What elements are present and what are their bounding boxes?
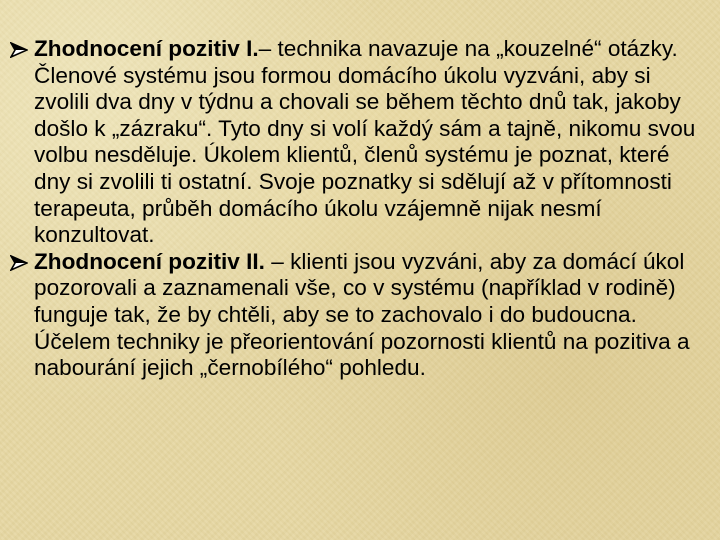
bullet-item-positives-1 xyxy=(8,36,712,249)
bullet-body: – klienti jsou vyzváni, aby za domácí úkol pozorovali a zaznamenali vše, co v systému (například v rodině) funguje tak, že by chtěli, aby se to zachovalo i do budoucna. Účelem techniky je přeorientování pozornosti klientů na pozitiva a nabourání jejich „černobílého“ pohledu. xyxy=(34,248,690,381)
bullet-list xyxy=(8,36,712,382)
bullet-item-positives-2 xyxy=(8,249,712,382)
bullet-body: – technika navazuje na „kouzelné“ otázky. Členové systému jsou formou domácího úkolu vyzváni, aby si zvolili dva dny v týdnu a chovali se během těchto dnů tak, jakoby došlo k „zázraku“. Tyto dny si volí každý sám a tajně, nikomu svou volbu nesděluje. Úkolem klientů, členů systému je poznat, které dny si zvolili ti ostatní. Svoje poznatky si sdělují až v přítomnosti terapeuta, průběh domácího úkolu vzájemně nijak nesmí konzultovat. xyxy=(34,36,696,248)
arrowhead-bullet-icon xyxy=(8,249,34,276)
bullet-text xyxy=(34,36,712,249)
arrowhead-bullet-icon xyxy=(8,36,34,63)
bullet-text xyxy=(34,249,712,382)
bullet-title: Zhodnocení pozitiv II. xyxy=(34,248,265,274)
bullet-title: Zhodnocení pozitiv I. xyxy=(34,36,259,61)
